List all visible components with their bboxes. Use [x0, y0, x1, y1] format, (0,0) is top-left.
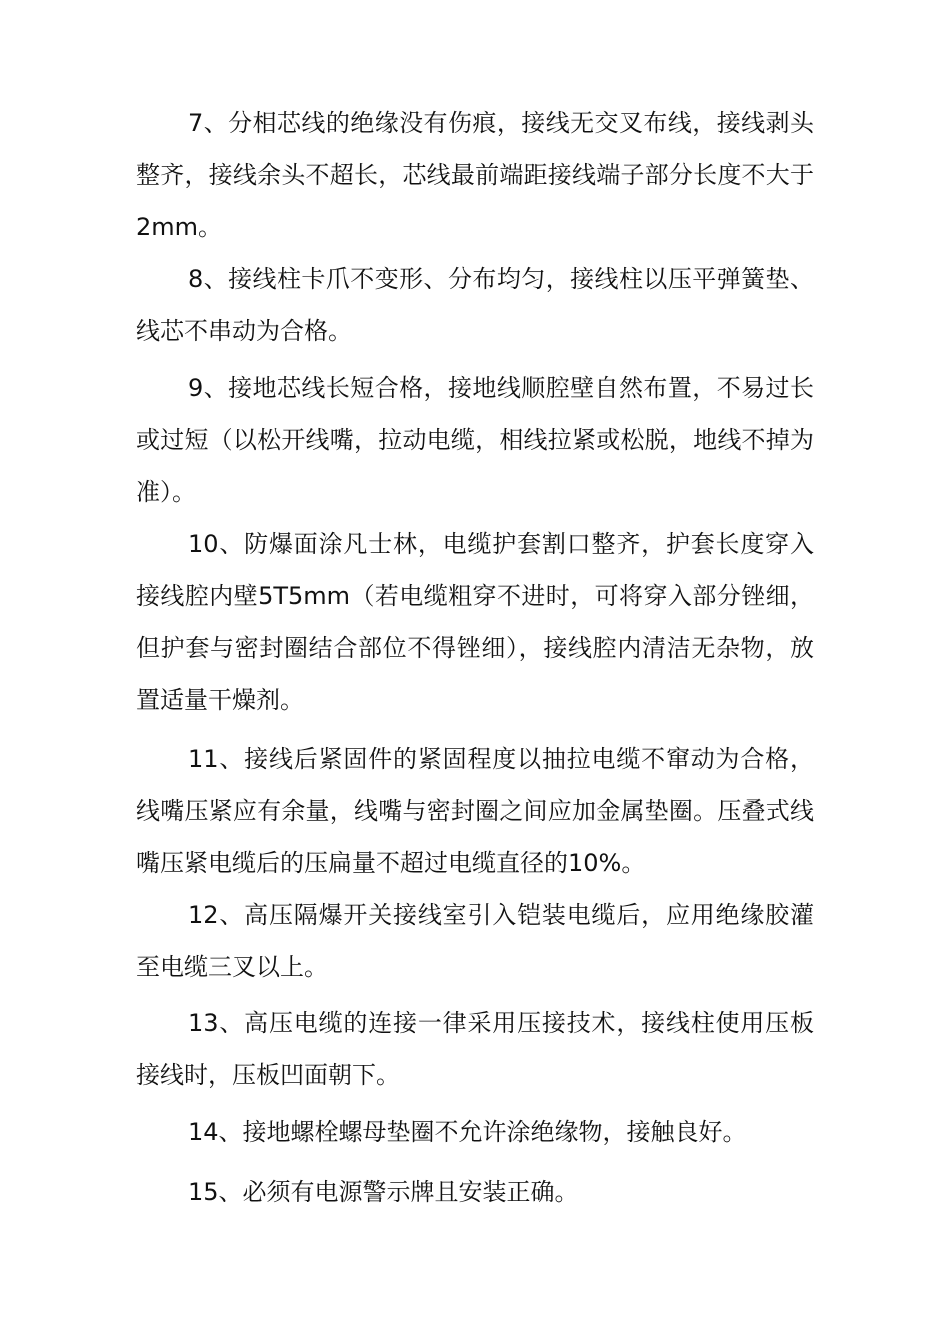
paragraph-12: 12、高压隔爆开关接线室引入铠装电缆后，应用绝缘胶灌至电缆三叉以上。 [136, 901, 814, 981]
paragraph-10: 10、防爆面涂凡士林，电缆护套割口整齐，护套长度穿入接线腔内壁5T5mm（若电缆粗穿不进时，可将穿入部分锉细，但护套与密封圈结合部位不得锉细），接线腔内清洁无杂物，放置适量干燥剂。 [136, 530, 814, 714]
paragraph-11: 11、接线后紧固件的紧固程度以抽拉电缆不窜动为合格，线嘴压紧应有余量，线嘴与密封圈之间应加金属垫圈。压叠式线嘴压紧电缆后的压扁量不超过电缆直径的10%。 [136, 745, 814, 877]
paragraph-8: 8、接线柱卡爪不变形、分布均匀，接线柱以压平弹簧垫、线芯不串动为合格。 [136, 265, 814, 345]
paragraph-13: 13、高压电缆的连接一律采用压接技术，接线柱使用压板接线时，压板凹面朝下。 [136, 1009, 814, 1089]
paragraph-7: 7、分相芯线的绝缘没有伤痕，接线无交叉布线，接线剥头整齐，接线余头不超长，芯线最前端距接线端子部分长度不大于2mm。 [136, 109, 814, 241]
paragraph-14: 14、接地螺栓螺母垫圈不允许涂绝缘物，接触良好。 [188, 1118, 747, 1146]
paragraph-15: 15、必须有电源警示牌且安装正确。 [188, 1178, 579, 1206]
paragraph-9: 9、接地芯线长短合格，接地线顺腔壁自然布置，不易过长或过短（以松开线嘴，拉动电缆，相线拉紧或松脱，地线不掉为准）。 [136, 374, 814, 506]
